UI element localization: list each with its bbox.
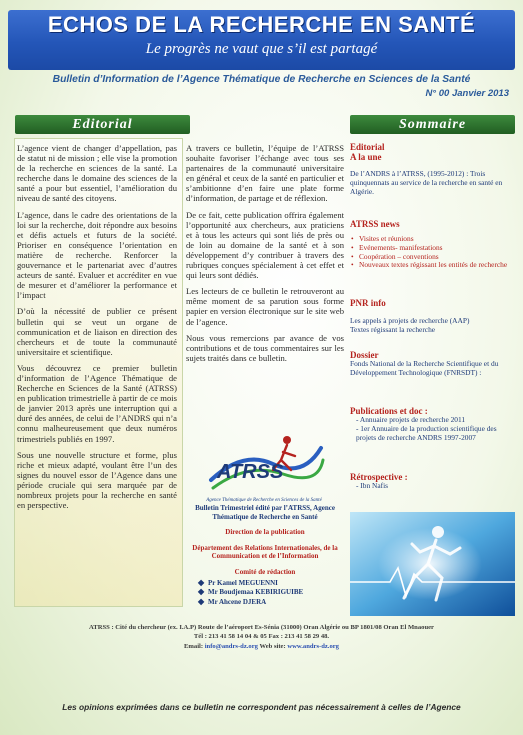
credits-committee: Comité de rédaction <box>234 567 296 576</box>
sommaire-text-une: De l’ANDRS à l’ATRSS, (1995-2012) : Trois quinquennats au service de la recherche en santé en Algérie. <box>350 169 503 196</box>
committee-member: ◆ Mr Ahcene DJERA <box>198 596 267 606</box>
sommaire-section-editorial <box>350 142 515 196</box>
sommaire-section-publications <box>350 406 515 442</box>
sommaire-title-news: ATRSS news <box>350 219 400 229</box>
sommaire-section-retrospective <box>350 472 515 491</box>
editorial-paragraph: D’où la nécessité de publier ce présent bulletin qui se veut un organe de communication et de liaison en direction des chercheurs et de toute la communauté universitaire et scientifique. <box>17 306 177 357</box>
runner-illustration <box>350 512 515 616</box>
editorial-heading: Editorial <box>15 115 190 134</box>
editorial-paragraph: Les lecteurs de ce bulletin le retrouveront au même moment de sa parution sous forme papier en version électronique sur le site web de l’agence. <box>186 286 344 327</box>
editorial-paragraph: Vous découvrez ce premier bulletin d’information de l’Agence Thématique de Recherche en Sciences de la Santé (ATRSS) en publication trimestrielle à partir de ce mois de janvier 2013 après une interruption qui a duré des années, de celui de l’ANDRS qui n’a connu malheureusement que deux numéros trimestriels publiés en 1997. <box>17 362 177 444</box>
masthead-title: ECHOS DE LA RECHERCHE EN SANTÉ <box>47 12 476 37</box>
masthead <box>8 10 515 70</box>
footer-contact <box>14 623 509 651</box>
publication-credits <box>186 504 344 607</box>
bulletin-subtitle: Bulletin d’Information de l’Agence Thématique de Recherche en Sciences de la Santé <box>52 74 471 85</box>
news-item: • Evénements- manifestations <box>350 244 515 253</box>
committee-member: ◆ Pr Kamel MEGUENNI <box>198 577 278 587</box>
sommaire-heading: Sommaire <box>350 115 515 134</box>
editorial-paragraph: De ce fait, cette publication offrira également l’opportunité aux chercheurs, aux praticiens et à tous les acteurs qui sont liés de près ou de loin au domaine de la santé et à son développement d’y contribuer à travers des rubriques conçues spécialement à cet effet et qui leurs sont dédiés. <box>186 209 344 281</box>
sommaire-title-publications: Publications et doc : <box>350 406 428 416</box>
atrss-logo <box>203 430 325 498</box>
footer-address: ATRSS : Cité du chercheur (ex. I.A.P) Route de l’aéroport Es-Sénia (31000) Oran Algérie ou BP 1801/08 Oran El Mnaouer <box>89 624 434 631</box>
sommaire-section-news <box>350 219 515 270</box>
sommaire-section-pnr <box>350 298 515 335</box>
issue-number: N° 00 Janvier 2013 <box>425 88 509 99</box>
news-item: • Visites et réunions <box>350 235 515 244</box>
disclaimer: Les opinions exprimées dans ce bulletin ne correspondent pas nécessairement à celles de l’Agence <box>62 702 461 712</box>
editorial-paragraph: L’agence, dans le cadre des orientations de la loi sur la recherche, doit répondre aux besoins et défis actuels et futurs de la société. Prioriser en conséquence l’orientation en matière de recherche. Renforcer la gouvernance et le partenariat avec d’autres acteurs de santé. Evaluer et accréditer en vue de mesurer et d’améliorer la performance et l’impact <box>17 209 177 301</box>
retrospective-text: - Ibn Nafis <box>356 481 389 490</box>
footer-phone: Tél : 213 41 58 14 04 & 05 Fax : 213 41 58 29 48. <box>193 633 330 641</box>
editorial-column-1 <box>17 143 177 516</box>
email-label: Email: <box>184 642 204 650</box>
editorial-paragraph: A travers ce bulletin, l’équipe de l’ATRSS souhaite favoriser l’échange avec tous ses partenaires de la communauté universitaire en général et ceux de la santé en particulier et s’ambitionne d’en faire une plate forme d’information, de partage et de réflexion. <box>186 143 344 204</box>
editorial-paragraph: Nous vous remercions par avance de vos contributions et de tous commentaires sur les sujets traités dans ce bulletin. <box>186 332 344 363</box>
sommaire-title-retrospective: Rétrospective : <box>350 472 408 482</box>
credits-edition: Bulletin Trimestriel édité par l’ATRSS, Agence Thématique de Recherche en Santé <box>195 504 335 521</box>
email-link[interactable]: info@andrs-dz.org <box>204 642 258 650</box>
website-link[interactable]: www.andrs-dz.org <box>287 642 339 650</box>
pnr-text: Les appels à projets de recherche (AAP) <box>350 316 470 325</box>
sommaire-section-dossier <box>350 350 515 378</box>
publications-text: - Annuaire projets de recherche 2011 <box>356 415 466 424</box>
credits-department: Département des Relations Internationales, de la Communication et de l’Information <box>192 543 338 561</box>
editorial-column-2 <box>186 143 344 369</box>
editorial-paragraph: Sous une nouvelle structure et forme, plus riche et mieux adapté, voulant être l’un des signes du nouvel essor de l’Agence dans une période cruciale qui sera marquée par de nombreux projets pour la recherche en santé en perspective. <box>17 449 177 511</box>
dossier-text: Fonds National de la Recherche Scientifique et du Développement Technologique (FNRSDT) : <box>350 359 499 377</box>
website-label: Web site: <box>259 642 286 650</box>
logo-caption: Agence Thématique de Recherche en Sciences de la Santé <box>206 498 322 503</box>
pnr-text: Textes régissant la recherche <box>350 324 436 334</box>
committee-list <box>186 579 344 607</box>
sommaire-title-dossier: Dossier <box>350 350 379 360</box>
committee-member: ◆ Mr Boudjemaa KEBIRIGUIBE <box>198 587 304 597</box>
news-item: • Nouveaux textes régissant les entités de recherche <box>350 261 515 270</box>
masthead-slogan: Le progrès ne vaut que s’il est partagé <box>145 41 378 57</box>
news-item: • Coopération – conventions <box>350 253 515 262</box>
sommaire-title-pnr: PNR info <box>350 298 386 308</box>
sommaire-title-une: A la une <box>350 152 382 162</box>
credits-direction: Direction de la publication <box>225 528 305 537</box>
sommaire-title-editorial: Editorial <box>350 142 385 152</box>
publications-text: - 1er Annuaire de la production scientifique des projets de recherche ANDRS 1997-2007 <box>356 423 497 442</box>
editorial-paragraph: L’agence vient de changer d’appellation, pas de statut ni de mission ; elle vise la promotion de la recherche en sciences de la santé. La recherche dans le domaine des sciences de la santé a pour but essentiel, l’amélioration du niveau de santé des citoyens. <box>17 143 177 204</box>
footer-links <box>14 642 509 651</box>
news-list <box>350 235 515 270</box>
logo-letters: ATRSS <box>217 461 284 483</box>
